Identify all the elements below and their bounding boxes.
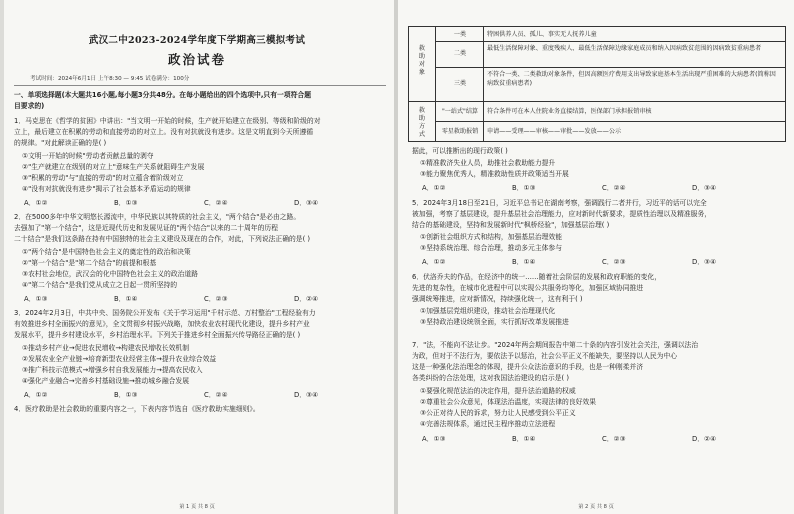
option-b: B．①④ — [114, 295, 138, 303]
choice-item: ②"生产就建立在级别的对立上"意味生产关系就阻碍生产发展 — [22, 163, 205, 171]
choice-item: ②尊重社会公众意见，体现法治温度，实现法律的良好效果 — [420, 398, 597, 406]
option-a: A．①② — [422, 184, 446, 192]
choice-item: ①推动乡村产业→促进农民增收→构建农民增收长效机制 — [22, 344, 190, 352]
question-text: 强调统筹推进，应对新情况，持续强化统一，这有利于( ) — [412, 295, 583, 303]
question-text: 二十结合"是我们这条路在持有中国独特的社会主义建设及现在的合作，对此，下列说法正确的是( ) — [14, 235, 311, 243]
choice-item: ①精准救济失业人员，助推社会救助能力提升 — [420, 159, 556, 167]
aid-table — [408, 26, 786, 142]
choice-item: ④强化产业融合→完善乡村基础设施→推动城乡融合发展 — [22, 377, 190, 385]
question-text: 为政，但对于不法行为，要依法予以惩治，社会公平正义不能缺失，要坚持以人民为中心 — [412, 352, 678, 360]
question-text: 据此，可以推断出的现行政策( ) — [412, 147, 508, 155]
exam-meta: 考试时间：2024年6月1日 上午8:30 — 9:45 试卷满分：100分 — [30, 76, 190, 82]
right-page — [398, 0, 794, 514]
table-row-text: 申请——受理——审核——审批——发放——公示 — [487, 128, 622, 135]
option-b: B．①③ — [114, 391, 138, 399]
table-row-text: 最低生活保障对象、重度残疾人、最低生活保障边缘家庭成员和纳入因病致贫范围的因病致贫重病患者 — [487, 45, 762, 52]
table-divider — [409, 101, 785, 102]
table-row-label: 一类 — [453, 31, 467, 38]
option-a: A．①② — [24, 199, 48, 207]
choice-item: ③推广科技示范模式→增强乡村自我发展能力→提高农民收入 — [22, 366, 203, 374]
option-a: A．①③ — [24, 295, 48, 303]
option-c: C．②③ — [204, 295, 228, 303]
question-text: 各类纠纷的合法处理，这对我国法治建设的启示是( ) — [412, 374, 569, 382]
question-text: 的规律。"对此解读正确的是( ) — [14, 139, 107, 147]
question-2: 2．在5000多年中华文明悠长源流中，中华民族以其特质的社会主义，"两个结合"是必由之路。 — [14, 213, 301, 221]
left-page — [0, 0, 394, 514]
option-d: D．②④ — [294, 295, 319, 303]
scan-edge — [0, 0, 4, 514]
option-d: D．③④ — [692, 184, 717, 192]
choice-item: ①文明一开始的时候"劳动者贡献总量的剥夺 — [22, 152, 154, 160]
choice-item: ①要强化规范法治的决定作用，提升法治道路的权威 — [420, 387, 576, 395]
choice-item: ④完善法规体系，通过民主程序推动立法进程 — [420, 420, 556, 428]
table-row-text: 特困供养人员、孤儿、事实无人抚养儿童 — [487, 31, 597, 38]
choice-item: ③公正对待人民的诉求，努力让人民感受到公平正义 — [420, 409, 576, 417]
table-divider — [483, 27, 484, 141]
section-heading: 一、单项选择题(本大题共16小题,每小题3分共48分。在每小题给出的四个选项中,只有一项符合题 — [14, 91, 311, 99]
option-d: D．③④ — [294, 391, 319, 399]
table-row-text: 不符合一类、二类救助对象条件，但因高额医疗费用支出导致家庭基本生活出现严重困难的大病患者(简称因病致贫重病患者) — [487, 71, 776, 87]
option-d: D．③④ — [692, 258, 717, 266]
question-3: 3．2024年2月3日，中共中央、国务院公开发布《关于学习运用"千村示范、万村整治"工程经验有力 — [14, 309, 316, 317]
option-d: D．②④ — [692, 435, 717, 443]
option-a: A．①③ — [422, 435, 446, 443]
table-divider — [435, 27, 436, 141]
table-row-label: 二类 — [453, 50, 467, 57]
option-c: C．②④ — [204, 391, 228, 399]
table-group-label: 救助方式 — [418, 107, 426, 138]
option-c: C．②③ — [602, 258, 626, 266]
question-text: 结合的基础建设，坚持和发展新时代"枫桥经验"，加强基层治理( ) — [412, 221, 610, 229]
exam-subtitle: 政治试卷 — [167, 52, 226, 67]
choice-item: ④"第二个结合"是我们党从成立之日起一贯所坚持的 — [22, 281, 178, 289]
option-b: B．①④ — [512, 258, 536, 266]
option-d: D．③④ — [294, 199, 319, 207]
question-6: 6．伏洛乔夫的作品，在经济中的统一……随着社会阶层的发展和政府职能的变化， — [412, 273, 662, 281]
header-rule — [14, 85, 386, 86]
page-footer: 第 1 页 共 8 页 — [179, 504, 215, 510]
question-text: 先进的复杂性，在城市化进程中可以实现公共服务均等化，加强区域协同推进 — [412, 284, 644, 292]
choice-item: ①"两个结合"是中国特色社会主义的奠定性的政治和决策 — [22, 248, 191, 256]
choice-item: ③"积累的劳动"与"直接的劳动"的对立蕴含着阶级对立 — [22, 174, 184, 182]
option-b: B．①④ — [512, 435, 536, 443]
table-row-label: 三类 — [453, 80, 467, 87]
section-heading-cont: 目要求的) — [14, 102, 45, 110]
option-c: C．②④ — [602, 184, 626, 192]
option-c: C．②③ — [602, 435, 626, 443]
table-divider — [435, 41, 785, 42]
table-row-text: 符合条件可在本人住院业务直接结算，医保部门承担报销审核 — [487, 108, 652, 115]
choice-item: ③能力聚焦优秀人，精准救助性质并政策适当开展 — [420, 170, 569, 178]
option-b: B．①③ — [114, 199, 138, 207]
page-footer: 第 2 页 共 8 页 — [578, 504, 614, 510]
question-text: 发展水平，提升乡村建设水平，乡村治理水平。下列关于推进乡村全面振兴传导路径正确的是( ) — [14, 331, 301, 339]
table-row-label: "一站式"结算 — [441, 108, 479, 115]
exam-title: 武汉二中2023-2024学年度下学期高三模拟考试 — [88, 35, 306, 46]
question-text: 去强加了"第一个结合"，这是近现代历史和发展见证的"两个结合"以来的二十周年的历程 — [14, 224, 278, 232]
table-row-label: 零星救助报销 — [441, 128, 479, 135]
option-b: B．①③ — [512, 184, 536, 192]
table-group-label: 救助对象 — [418, 45, 426, 76]
choice-item: ③坚持系统治理、综合治理，推动多元主体参与 — [420, 244, 563, 252]
choice-item: ④"没有对抗就没有进步"揭示了社会基本矛盾运动的规律 — [22, 185, 191, 193]
question-7: 7．"法，不能向不法让步。"2024年两会期间报告中第二十条的内容引发社会关注，强调以法治 — [412, 341, 699, 349]
choice-item: ③坚持政治建设统领全面，实行抓好改革发展推进 — [420, 318, 569, 326]
question-text: 立上，最后建立在积累的劳动和直接劳动的对立上。没有对抗就没有进步。这是文明直到今天所遵循 — [14, 128, 314, 136]
table-divider — [435, 121, 785, 122]
option-a: A．①② — [422, 258, 446, 266]
choice-item: ③农村社会地位，武汉会的化中国特色社会主义的政治道路 — [22, 270, 199, 278]
question-4: 4．医疗救助是社会救助的重要内容之一，下表内容节选自《医疗救助实施细则》。 — [14, 405, 260, 413]
question-1: 1．马克思在《哲学的贫困》中讲出："当文明一开始的时候，生产就开始建立在级别、等级和阶级的对 — [14, 117, 321, 125]
table-divider — [435, 67, 785, 68]
option-a: A．①② — [24, 391, 48, 399]
question-text: 有效推进乡村全面振兴的意见》，全文贯彻乡村振兴战略，加快农业农村现代化建设，提升乡村产业 — [14, 320, 310, 328]
choice-item: ②"第一个结合"是"第二个结合"的前提和根基 — [22, 259, 157, 267]
option-c: C．②④ — [204, 199, 228, 207]
choice-item: ②发展农业全产业链→培育新型农业经营主体→提升农业综合效益 — [22, 355, 217, 363]
question-text: 被加强，考察了基层建设，提升基层社会治理能力，应对新时代新要求，提质性治理以及精准服务， — [412, 210, 712, 218]
question-text: 这是一种强化法治理念的体现，提升公众法治意识的手段，也是一种刚柔并济 — [412, 363, 644, 371]
choice-item: ①加强基层党组织建设，推动社会治理现代化 — [420, 307, 556, 315]
choice-item: ①创新社会组织方式和结构，加强基层治理效能 — [420, 233, 563, 241]
question-5: 5．2024年3月18日至21日，习近平总书记在湖南考察，强调践行二者并行，习近平的话可以完全 — [412, 199, 707, 207]
